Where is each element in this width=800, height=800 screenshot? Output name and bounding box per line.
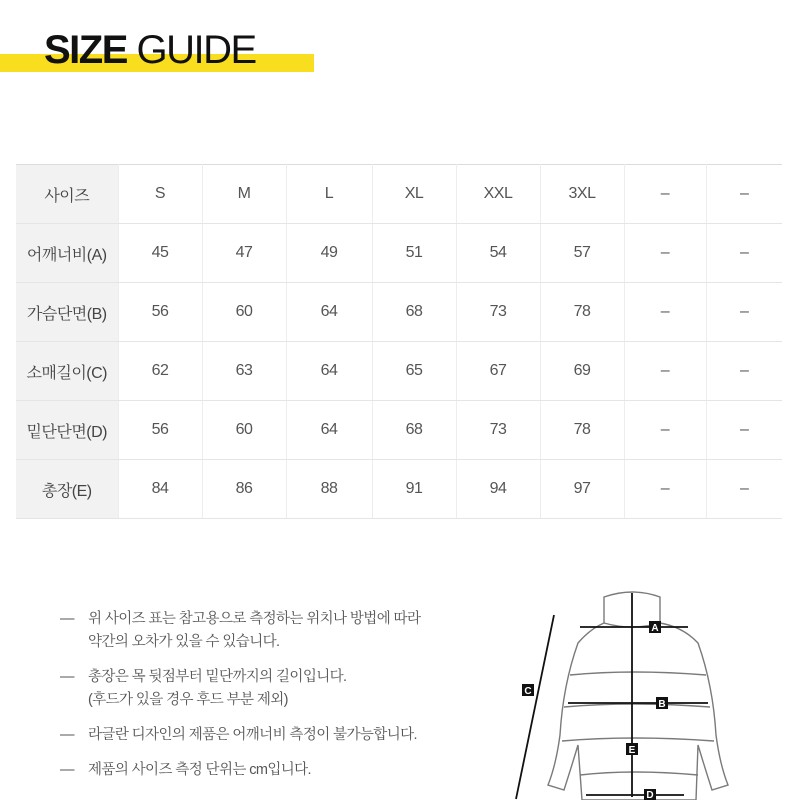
measurement-cell: 56 — [118, 283, 202, 342]
size-header-cell: XXL — [456, 165, 540, 224]
measurement-cell: 97 — [540, 460, 624, 519]
note-dash: — — [60, 727, 74, 743]
measurement-label: 총장(E) — [16, 460, 118, 519]
table-row — [16, 460, 782, 519]
size-header-cell: XL — [372, 165, 456, 224]
notes-list — [60, 608, 510, 794]
measurement-cell: 84 — [118, 460, 202, 519]
note-line: 총장은 목 뒷점부터 밑단까지의 길이입니다. — [88, 669, 347, 685]
measurement-cell: 62 — [118, 342, 202, 401]
table-row — [16, 283, 782, 342]
measurement-cell: 65 — [372, 342, 456, 401]
measurement-label: 밑단단면(D) — [16, 401, 118, 460]
note-item — [60, 666, 510, 712]
size-header-cell: L — [286, 165, 372, 224]
measurement-cell: 73 — [456, 283, 540, 342]
label-d: D — [646, 790, 654, 800]
size-table — [16, 164, 782, 519]
note-line: 약간의 오차가 있을 수 있습니다. — [88, 634, 280, 650]
measurement-cell: 78 — [540, 283, 624, 342]
note-line: 제품의 사이즈 측정 단위는 cm입니다. — [88, 762, 311, 778]
measurement-cell: 68 — [372, 401, 456, 460]
label-e: E — [628, 745, 636, 756]
size-header-cell: 3XL — [540, 165, 624, 224]
jacket-measurement-diagram — [508, 585, 800, 800]
jacket-body-outline — [548, 592, 728, 800]
measurement-cell: 69 — [540, 342, 624, 401]
note-line: (후드가 있을 경우 후드 부분 제외) — [88, 692, 288, 708]
measurement-cell: 88 — [286, 460, 372, 519]
measure-line-c — [516, 615, 554, 799]
label-a: A — [651, 623, 659, 634]
label-b: B — [658, 699, 666, 710]
note-dash: — — [60, 611, 74, 627]
table-row — [16, 342, 782, 401]
measurement-cell: 51 — [372, 224, 456, 283]
measurement-cell: – — [706, 224, 782, 283]
size-header-cell: M — [202, 165, 286, 224]
size-header-cell: – — [706, 165, 782, 224]
note-line: 라글란 디자인의 제품은 어깨너비 측정이 불가능합니다. — [88, 727, 417, 743]
measurement-label: 가슴단면(B) — [16, 283, 118, 342]
measurement-cell: 78 — [540, 401, 624, 460]
page-title — [44, 30, 256, 70]
measurement-cell: – — [706, 401, 782, 460]
measurement-cell: – — [706, 283, 782, 342]
measurement-cell: – — [624, 460, 706, 519]
measurement-cell: 47 — [202, 224, 286, 283]
table-row — [16, 224, 782, 283]
label-c: C — [524, 686, 532, 697]
measurement-cell: 68 — [372, 283, 456, 342]
measurement-cell: – — [624, 342, 706, 401]
size-header-cell: S — [118, 165, 202, 224]
measurement-cell: 64 — [286, 342, 372, 401]
note-item — [60, 759, 510, 782]
measurement-cell: 54 — [456, 224, 540, 283]
measurement-label: 어깨너비(A) — [16, 224, 118, 283]
measurement-cell: 49 — [286, 224, 372, 283]
note-item — [60, 724, 510, 747]
jacket-quilt-line — [562, 738, 714, 741]
note-item — [60, 608, 510, 654]
jacket-quilt-line — [580, 772, 698, 775]
jacket-quilt-line — [564, 704, 710, 707]
jacket-quilt-line — [570, 672, 706, 675]
measurement-cell: 73 — [456, 401, 540, 460]
size-guide-header — [0, 24, 320, 84]
measurement-cell: 67 — [456, 342, 540, 401]
measurement-cell: 86 — [202, 460, 286, 519]
measurement-cell: – — [624, 401, 706, 460]
note-dash: — — [60, 669, 74, 685]
title-bold: SIZE — [44, 28, 127, 72]
note-dash: — — [60, 762, 74, 778]
measurement-cell: 56 — [118, 401, 202, 460]
measurement-cell: 63 — [202, 342, 286, 401]
size-column-header: 사이즈 — [16, 165, 118, 224]
table-header-row — [16, 165, 782, 224]
measurement-cell: 94 — [456, 460, 540, 519]
measurement-cell: 64 — [286, 401, 372, 460]
title-light: GUIDE — [136, 28, 256, 72]
measurement-cell: 45 — [118, 224, 202, 283]
note-line: 위 사이즈 표는 참고용으로 측정하는 위치나 방법에 따라 — [88, 611, 421, 627]
measurement-cell: – — [706, 342, 782, 401]
measurement-cell: 57 — [540, 224, 624, 283]
measurement-cell: 60 — [202, 283, 286, 342]
measurement-cell: – — [624, 283, 706, 342]
measurement-label: 소매길이(C) — [16, 342, 118, 401]
measurement-cell: 91 — [372, 460, 456, 519]
measurement-cell: 64 — [286, 283, 372, 342]
measurement-cell: 60 — [202, 401, 286, 460]
table-row — [16, 401, 782, 460]
measurement-cell: – — [624, 224, 706, 283]
size-header-cell: – — [624, 165, 706, 224]
jacket-illustration — [508, 585, 800, 800]
measurement-cell: – — [706, 460, 782, 519]
